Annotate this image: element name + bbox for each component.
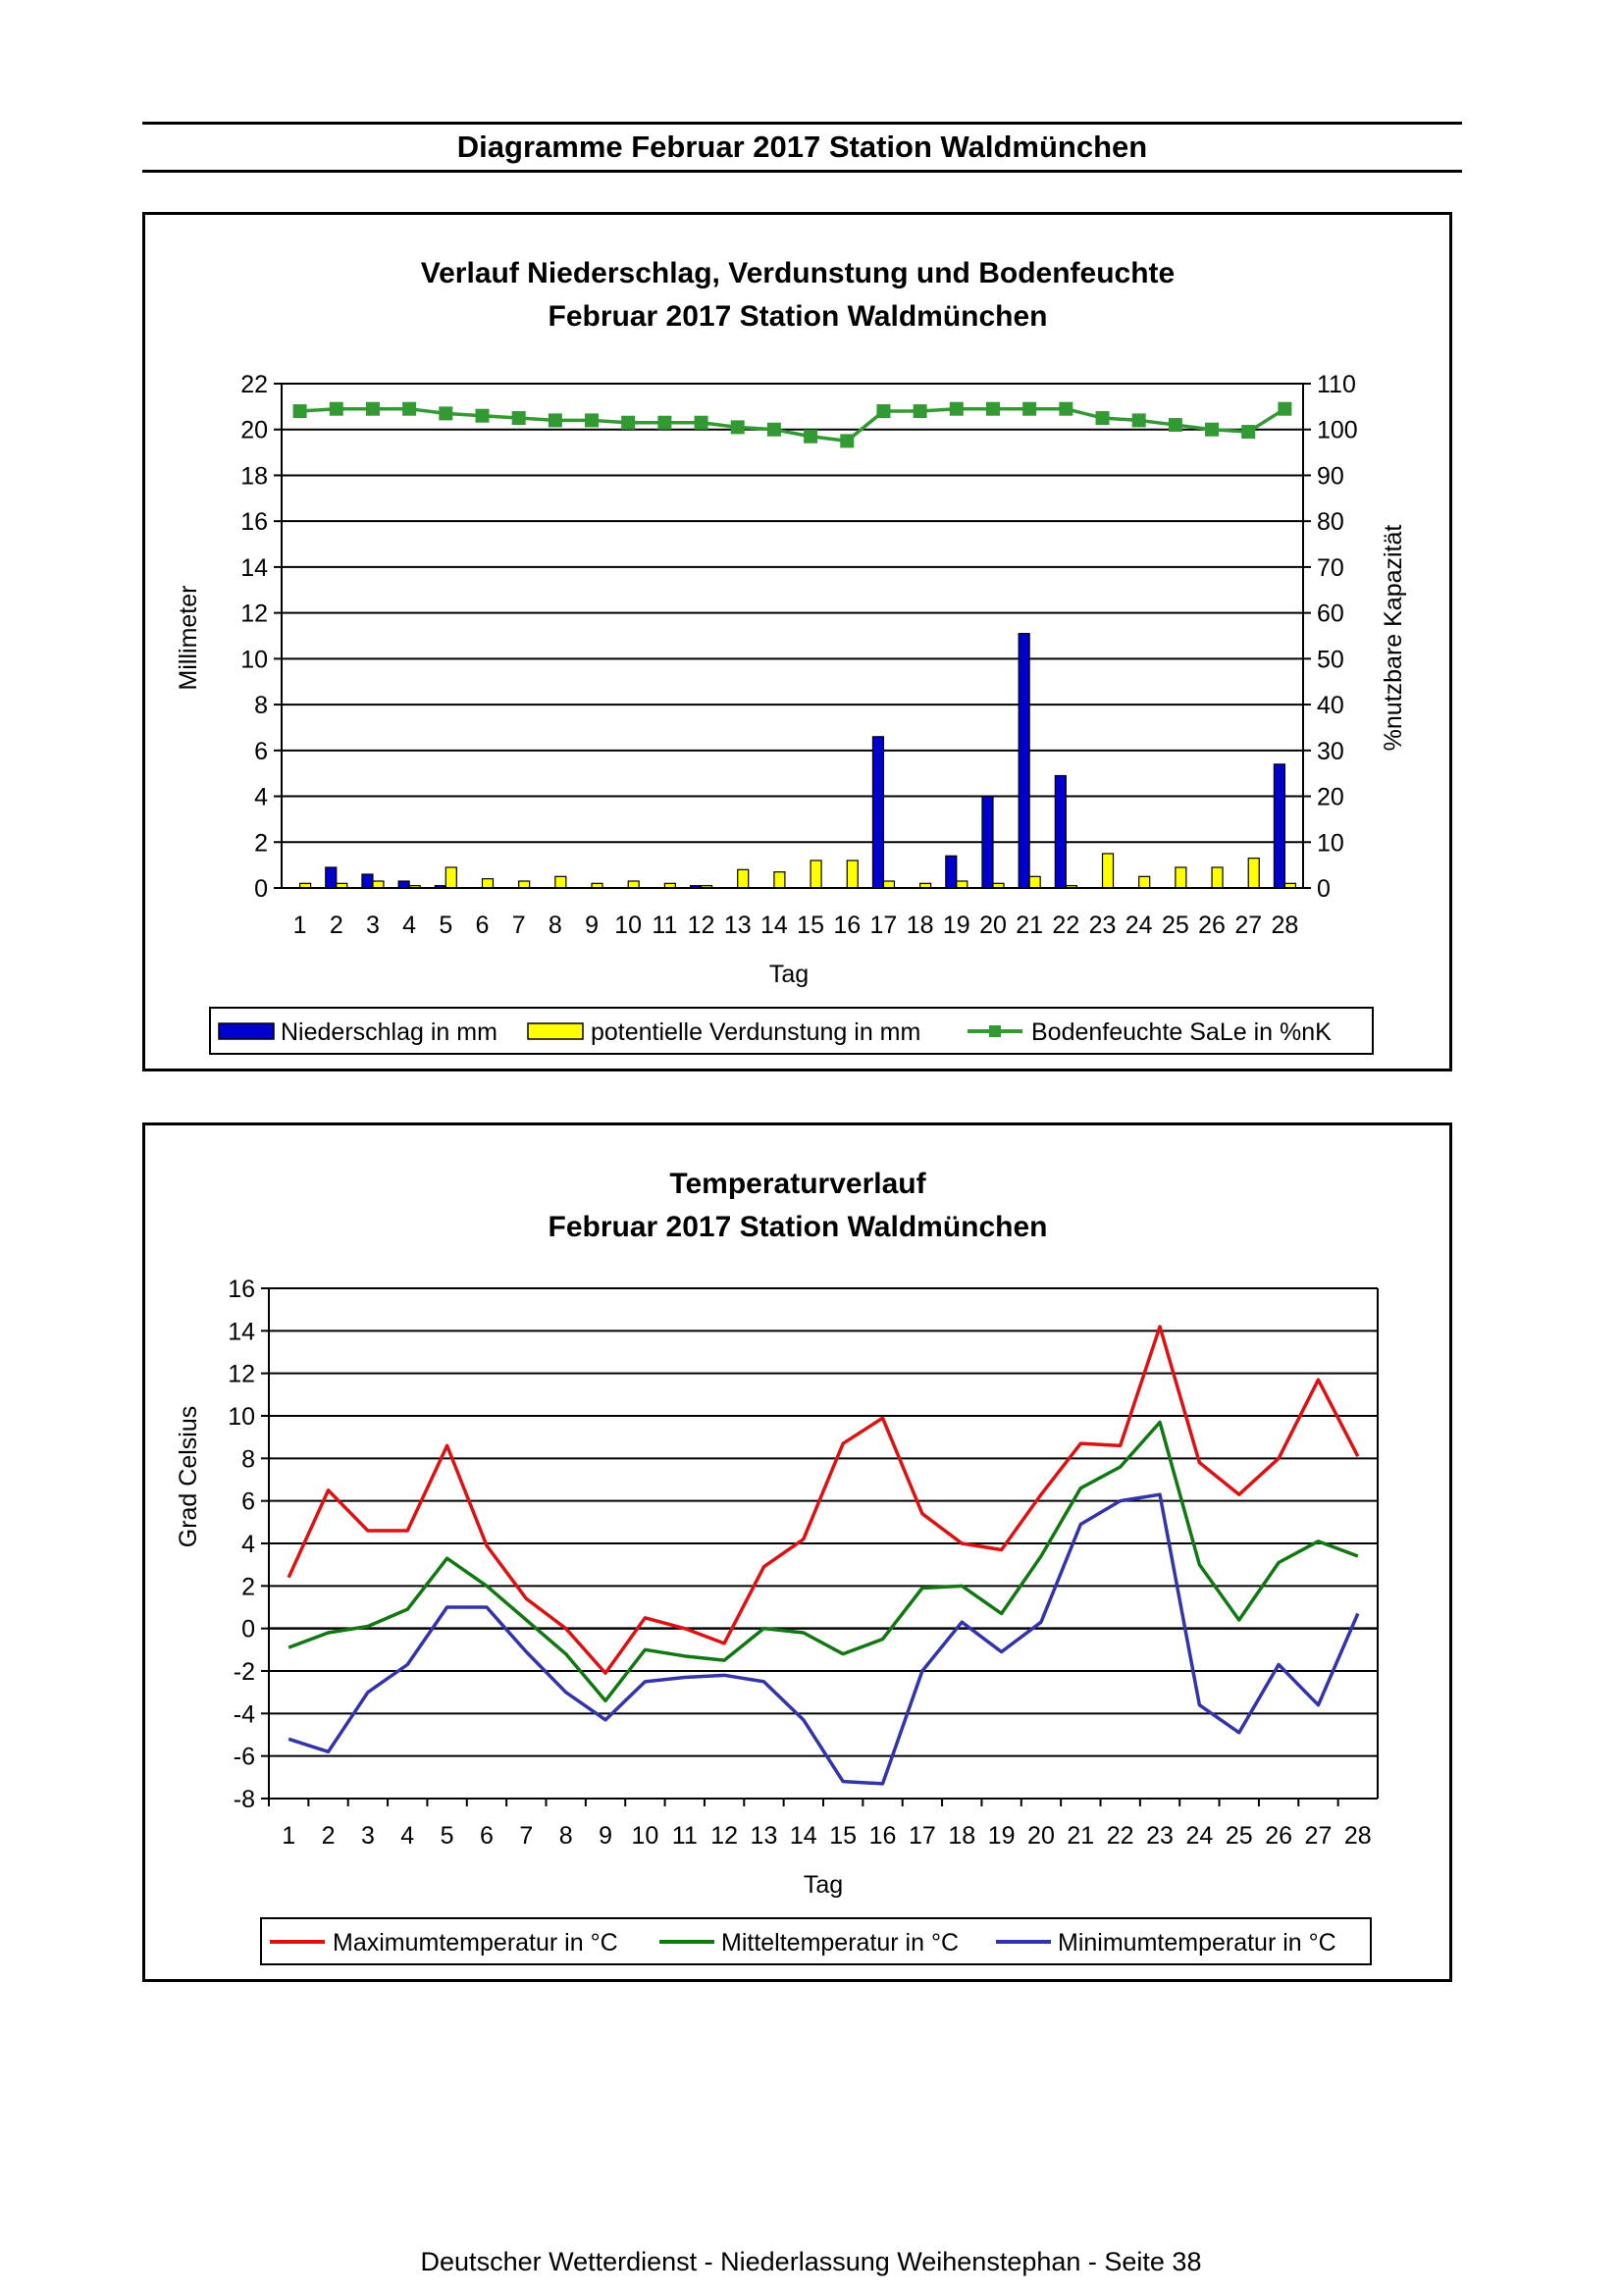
point-bodenfeuchte (695, 416, 708, 430)
legend-label-bodenfeuchte: Bodenfeuchte SaLe in %nK (1031, 1018, 1332, 1046)
x-tick-label: 28 (1271, 912, 1299, 939)
point-bodenfeuchte (512, 411, 526, 425)
legend-swatch-niederschlag (219, 1023, 274, 1039)
point-bodenfeuchte (585, 413, 599, 427)
point-bodenfeuchte (1278, 402, 1291, 416)
x-tick-label: 20 (979, 912, 1007, 939)
point-bodenfeuchte (804, 430, 817, 444)
x-tick-label: 4 (402, 912, 417, 939)
point-bodenfeuchte (731, 420, 745, 434)
bar-niederschlag (1274, 764, 1284, 888)
x-tick-label: 24 (1185, 1822, 1214, 1850)
bar-niederschlag (982, 797, 993, 888)
precipitation-chart (145, 215, 1449, 1069)
point-bodenfeuchte (657, 416, 671, 430)
point-bodenfeuchte (1096, 411, 1110, 425)
chart2-legend (261, 1918, 1371, 1964)
y-tick-label: 10 (240, 646, 268, 674)
bar-verdunstung (373, 881, 384, 888)
x-tick-label: 21 (1016, 912, 1044, 939)
bar-verdunstung (555, 876, 566, 888)
legend-label-niederschlag: Niederschlag in mm (281, 1018, 497, 1046)
bar-verdunstung (445, 867, 456, 888)
y-tick-label: 18 (240, 462, 268, 491)
y-tick-label: 12 (240, 600, 268, 628)
point-bodenfeuchte (475, 409, 489, 423)
x-tick-label: 1 (282, 1822, 296, 1850)
chart1-title: Verlauf Niederschlag, Verdunstung und Bodenfeuchte (420, 257, 1176, 289)
x-tick-label: 9 (599, 1822, 612, 1850)
bar-niederschlag (872, 737, 883, 888)
y-tick-label: -4 (233, 1700, 255, 1729)
y2-tick-label: 80 (1317, 508, 1344, 537)
header-rule-top (142, 122, 1462, 125)
y-tick-label: 0 (254, 875, 268, 903)
bar-verdunstung (1176, 867, 1186, 888)
x-tick-label: 2 (329, 912, 343, 939)
bar-verdunstung (811, 861, 821, 888)
y-tick-label: 14 (228, 1318, 255, 1346)
point-bodenfeuchte (767, 423, 781, 437)
x-tick-label: 10 (631, 1822, 659, 1850)
x-tick-label: 22 (1106, 1822, 1134, 1850)
point-bodenfeuchte (1169, 418, 1182, 432)
chart-frame-precipitation (142, 212, 1452, 1071)
y-tick-label: 20 (240, 416, 268, 444)
bar-verdunstung (1103, 854, 1114, 888)
y-tick-label: 4 (241, 1531, 255, 1558)
x-tick-label: 19 (987, 1822, 1016, 1850)
x-tick-label: 13 (750, 1822, 778, 1850)
point-bodenfeuchte (914, 404, 927, 418)
x-tick-label: 24 (1125, 912, 1153, 939)
point-bodenfeuchte (439, 406, 452, 420)
x-tick-label: 25 (1225, 1822, 1253, 1850)
y2-tick-label: 0 (1317, 875, 1331, 903)
line-mittel-temp (288, 1423, 1358, 1701)
point-bodenfeuchte (549, 413, 562, 427)
bar-niederschlag (326, 867, 337, 888)
bar-verdunstung (957, 881, 968, 888)
x-tick-label: 13 (723, 912, 752, 939)
x-tick-label: 12 (710, 1822, 739, 1850)
x-tick-label: 23 (1146, 1822, 1174, 1850)
x-tick-label: 7 (511, 912, 526, 939)
point-bodenfeuchte (1022, 402, 1036, 416)
y2-tick-label: 90 (1317, 462, 1344, 491)
x-tick-label: 14 (789, 1822, 817, 1850)
x-tick-label: 16 (833, 912, 862, 939)
point-bodenfeuchte (330, 402, 343, 416)
bar-niederschlag (946, 856, 957, 888)
x-tick-label: 8 (548, 912, 562, 939)
y-tick-label: 14 (240, 553, 268, 582)
chart1-subtitle: Februar 2017 Station Waldmünchen (548, 300, 1048, 333)
y-tick-label: 10 (228, 1403, 255, 1431)
point-bodenfeuchte (402, 402, 416, 416)
x-tick-label: 15 (797, 912, 824, 939)
point-bodenfeuchte (293, 404, 307, 418)
y-tick-label: 22 (240, 371, 268, 398)
y-tick-label: 6 (241, 1487, 255, 1516)
point-bodenfeuchte (621, 416, 635, 430)
x-tick-label: 5 (440, 1822, 454, 1850)
bar-verdunstung (1029, 876, 1040, 888)
y2-tick-label: 60 (1317, 600, 1344, 628)
x-tick-label: 7 (519, 1822, 534, 1850)
x-tick-label: 16 (868, 1822, 897, 1850)
x-tick-label: 28 (1343, 1822, 1372, 1850)
y2-tick-label: 20 (1317, 783, 1344, 811)
x-tick-label: 9 (585, 912, 599, 939)
bar-verdunstung (1248, 859, 1259, 888)
x-tick-label: 11 (671, 1822, 698, 1850)
bar-niederschlag (398, 881, 409, 888)
chart2-ylabel: Grad Celsius (175, 1405, 202, 1548)
chart1-legend (210, 1008, 1373, 1054)
point-bodenfeuchte (1205, 423, 1219, 437)
x-tick-label: 15 (829, 1822, 858, 1850)
x-tick-label: 12 (687, 912, 715, 939)
bar-niederschlag (1019, 634, 1029, 888)
x-tick-label: 18 (906, 912, 934, 939)
line-max-temp (288, 1327, 1358, 1673)
y2-tick-label: 10 (1317, 829, 1344, 858)
legend-label-min: Minimumtemperatur in °C (1058, 1929, 1336, 1957)
bar-verdunstung (1212, 867, 1223, 888)
y-tick-label: -2 (233, 1658, 255, 1686)
y-tick-label: 16 (228, 1276, 255, 1303)
temperature-chart (145, 1125, 1449, 1979)
bar-verdunstung (482, 879, 493, 888)
point-bodenfeuchte (840, 434, 854, 447)
chart2-title: Temperaturverlauf (669, 1168, 926, 1200)
legend-marker-bodenfeuchte (989, 1025, 1001, 1037)
chart2-xlabel: Tag (803, 1871, 844, 1899)
x-tick-label: 5 (439, 912, 453, 939)
y-tick-label: 4 (254, 783, 268, 811)
y-tick-label: 8 (241, 1445, 255, 1474)
bar-niederschlag (362, 874, 373, 888)
chart1-xlabel: Tag (768, 961, 810, 988)
x-tick-label: 17 (908, 1822, 936, 1850)
point-bodenfeuchte (986, 402, 1000, 416)
point-bodenfeuchte (876, 404, 890, 418)
bar-niederschlag (1055, 776, 1066, 888)
x-tick-label: 10 (614, 912, 643, 939)
x-tick-label: 14 (760, 912, 788, 939)
page-footer: Deutscher Wetterdienst - Niederlassung Weihenstephan - Seite 38 (420, 2247, 1202, 2276)
point-bodenfeuchte (1241, 425, 1255, 439)
y-tick-label: 2 (254, 829, 268, 858)
point-bodenfeuchte (366, 402, 380, 416)
x-tick-label: 2 (321, 1822, 336, 1850)
x-tick-label: 6 (475, 912, 490, 939)
x-tick-label: 22 (1052, 912, 1080, 939)
point-bodenfeuchte (1059, 402, 1073, 416)
bar-verdunstung (1139, 876, 1150, 888)
y-tick-label: 2 (241, 1573, 255, 1601)
x-tick-label: 23 (1088, 912, 1117, 939)
bar-verdunstung (738, 869, 749, 888)
x-tick-label: 20 (1027, 1822, 1055, 1850)
x-tick-label: 4 (400, 1822, 415, 1850)
legend-label-mittel: Mitteltemperatur in °C (721, 1929, 960, 1957)
x-tick-label: 27 (1234, 912, 1263, 939)
legend-swatch-verdunstung (528, 1023, 583, 1039)
legend-label-verdunstung: potentielle Verdunstung in mm (591, 1018, 921, 1046)
x-tick-label: 11 (652, 912, 678, 939)
bar-verdunstung (883, 881, 894, 888)
x-tick-label: 26 (1265, 1822, 1293, 1850)
x-tick-label: 26 (1198, 912, 1226, 939)
y-tick-label: 12 (228, 1360, 255, 1388)
y-tick-label: -6 (233, 1743, 255, 1771)
chart1-y2label: %nutzbare Kapazität (1380, 524, 1407, 752)
x-tick-label: 1 (292, 912, 307, 939)
y2-tick-label: 70 (1317, 553, 1344, 582)
y-tick-label: 0 (241, 1615, 255, 1644)
bar-verdunstung (847, 861, 858, 888)
y-tick-label: 16 (240, 508, 268, 537)
point-bodenfeuchte (1132, 413, 1146, 427)
x-tick-label: 21 (1067, 1822, 1095, 1850)
x-tick-label: 17 (869, 912, 898, 939)
y2-tick-label: 30 (1317, 737, 1344, 765)
y2-tick-label: 40 (1317, 692, 1344, 720)
x-tick-label: 27 (1304, 1822, 1333, 1850)
x-tick-label: 19 (942, 912, 970, 939)
bar-verdunstung (628, 881, 639, 888)
x-tick-label: 18 (948, 1822, 976, 1850)
page-title: Diagramme Februar 2017 Station Waldmünchen (456, 130, 1148, 164)
y-tick-label: -8 (233, 1786, 255, 1813)
chart1-ylabel: Millimeter (175, 585, 202, 691)
x-tick-label: 25 (1161, 912, 1189, 939)
chart-frame-temperature (142, 1122, 1452, 1982)
y2-tick-label: 50 (1317, 646, 1344, 674)
header-rule-bottom (142, 170, 1462, 173)
line-min-temp (288, 1494, 1358, 1784)
bar-verdunstung (774, 872, 785, 888)
y2-tick-label: 110 (1317, 371, 1356, 398)
y-tick-label: 8 (254, 692, 268, 720)
y-tick-label: 6 (254, 737, 268, 765)
y2-tick-label: 100 (1317, 416, 1358, 444)
x-tick-label: 3 (360, 1822, 375, 1850)
chart2-subtitle: Februar 2017 Station Waldmünchen (548, 1211, 1048, 1243)
x-tick-label: 3 (365, 912, 380, 939)
bar-verdunstung (519, 881, 530, 888)
point-bodenfeuchte (950, 402, 964, 416)
x-tick-label: 8 (558, 1822, 573, 1850)
legend-label-max: Maximumtemperatur in °C (333, 1929, 618, 1957)
x-tick-label: 6 (480, 1822, 494, 1850)
